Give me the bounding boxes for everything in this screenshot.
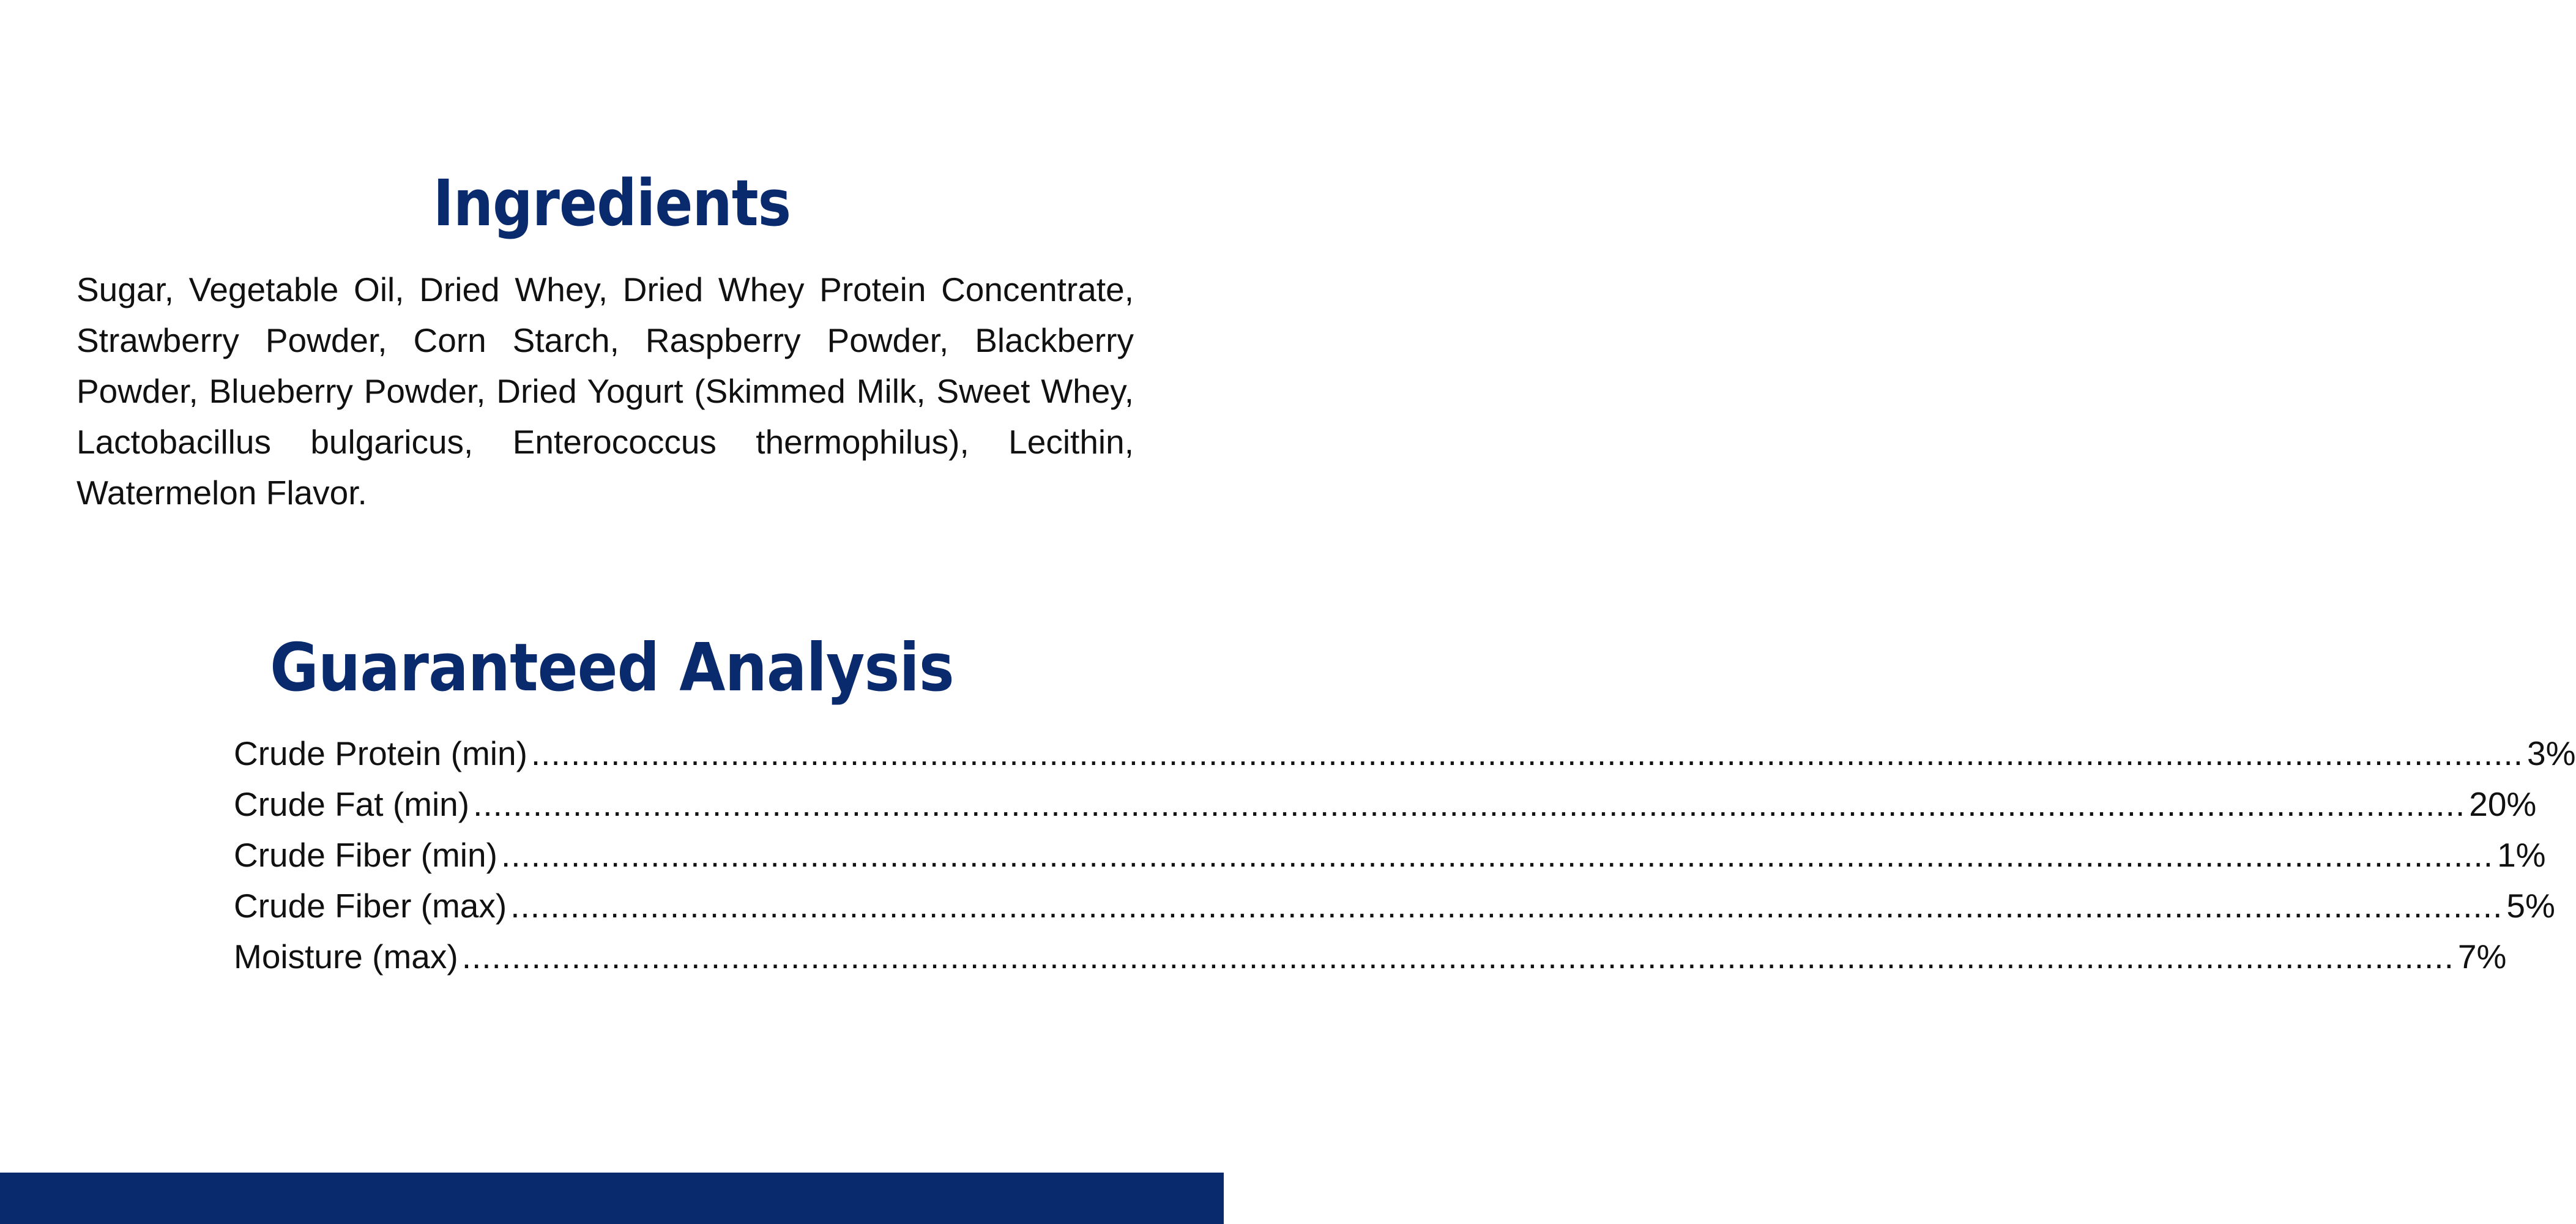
analysis-value: 5% xyxy=(2506,887,2555,925)
dot-leader: ........................................................................................................................................................................................................ xyxy=(501,836,2494,874)
guaranteed-analysis-title: Guaranteed Analysis xyxy=(270,630,954,706)
analysis-row-crude-fiber-min xyxy=(234,830,2546,881)
footer-bar xyxy=(0,1173,1224,1224)
analysis-label: Crude Fat (min) xyxy=(234,785,470,823)
analysis-label: Crude Fiber (max) xyxy=(234,887,507,925)
dot-leader: ........................................................................................................................................................................................................ xyxy=(461,938,2454,976)
analysis-row-crude-fat-min xyxy=(234,779,2537,830)
dot-leader: ........................................................................................................................................................................................................ xyxy=(473,785,2466,823)
analysis-label: Crude Protein (min) xyxy=(234,734,527,772)
analysis-value: 20% xyxy=(2469,785,2537,823)
ingredients-title: Ingredients xyxy=(433,166,791,241)
ingredients-list: Sugar, Vegetable Oil, Dried Whey, Dried Whey Protein Concentrate, Strawberry Powder, Corn Starch, Raspberry Powder, Blackberry Powder, Blueberry Powder, Dried Yogurt (Skimmed Milk, Sweet Whey, Lactobacillus bulgaricus, Enterococcus thermophilus), Lecithin, Watermelon Flavor. xyxy=(76,271,1134,512)
analysis-value: 3% xyxy=(2527,734,2576,772)
analysis-value: 1% xyxy=(2497,836,2546,874)
analysis-label: Moisture (max) xyxy=(234,938,458,976)
analysis-row-moisture-max xyxy=(234,931,2507,982)
analysis-row-crude-protein-min xyxy=(234,728,2576,779)
dot-leader: ........................................................................................................................................................................................................ xyxy=(530,734,2524,772)
analysis-value: 7% xyxy=(2457,938,2507,976)
dot-leader: ........................................................................................................................................................................................................ xyxy=(510,887,2503,925)
guaranteed-analysis-table xyxy=(234,728,2576,982)
analysis-label: Crude Fiber (min) xyxy=(234,836,497,874)
analysis-row-crude-fiber-max xyxy=(234,881,2555,931)
